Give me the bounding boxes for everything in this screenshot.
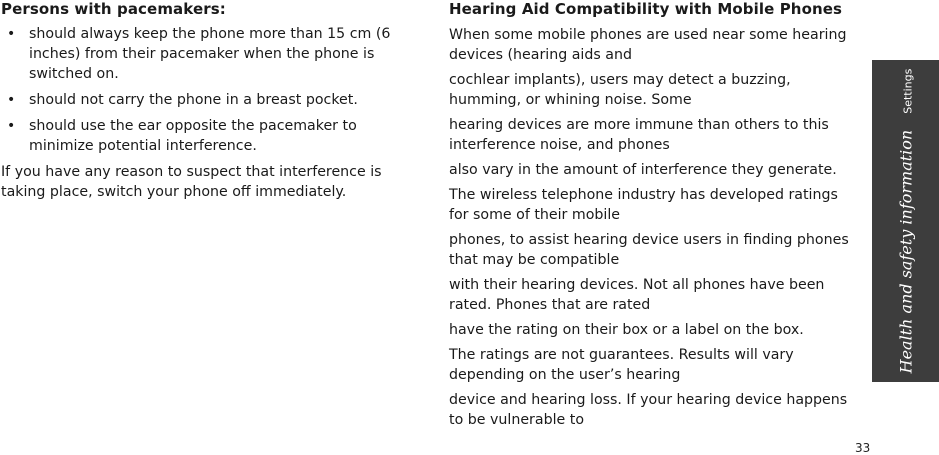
list-item-text: should always keep the phone more than 15 cm (6 inches) from their pacemaker when the phone is switched on. [29, 26, 391, 82]
side-tab-title: Health and safety information [896, 129, 915, 374]
list-item-text: should not carry the phone in a breast pocket. [29, 92, 358, 108]
bullet-icon: • [7, 92, 16, 108]
list-item [1, 116, 421, 156]
paragraph: When some mobile phones are used near some hearing devices (hearing aids and [449, 27, 847, 63]
paragraph: device and hearing loss. If your hearing device happens to be vulnerable to [449, 392, 848, 428]
pacemakers-heading: Persons with pacemakers: [1, 0, 226, 18]
list-item [1, 24, 421, 84]
paragraph: have the rating on their box or a label on the box. [449, 322, 804, 338]
paragraph: The wireless telephone industry has developed ratings for some of their mobile [449, 187, 838, 223]
bullet-icon: • [7, 118, 16, 134]
hearing-aid-heading: Hearing Aid Compatibility with Mobile Phones [449, 0, 843, 18]
paragraph: with their hearing devices. Not all phones have been rated. Phones that are rated [449, 277, 825, 313]
side-tab-label [896, 69, 915, 374]
paragraph: also vary in the amount of interference they generate. [449, 162, 837, 178]
paragraph: The ratings are not guarantees. Results will vary depending on the user’s hearing [449, 347, 794, 383]
list-item [1, 90, 421, 110]
paragraph: hearing devices are more immune than others to this interference noise, and phones [449, 117, 829, 153]
left-column [1, 0, 421, 207]
side-tab-subtitle: Settings [901, 68, 914, 114]
pacemaker-bullet-list [1, 24, 421, 156]
right-column [449, 0, 861, 435]
interference-paragraph: If you have any reason to suspect that interference is taking place, switch your phone off immediately. [1, 164, 382, 200]
page-number: 33 [855, 441, 871, 455]
bullet-icon: • [7, 26, 16, 42]
list-item-text: should use the ear opposite the pacemaker to minimize potential interference. [29, 118, 357, 154]
paragraph: cochlear implants), users may detect a buzzing, humming, or whining noise. Some [449, 72, 791, 108]
section-side-tab [872, 60, 939, 382]
paragraph: phones, to assist hearing device users in finding phones that may be compatible [449, 232, 849, 268]
